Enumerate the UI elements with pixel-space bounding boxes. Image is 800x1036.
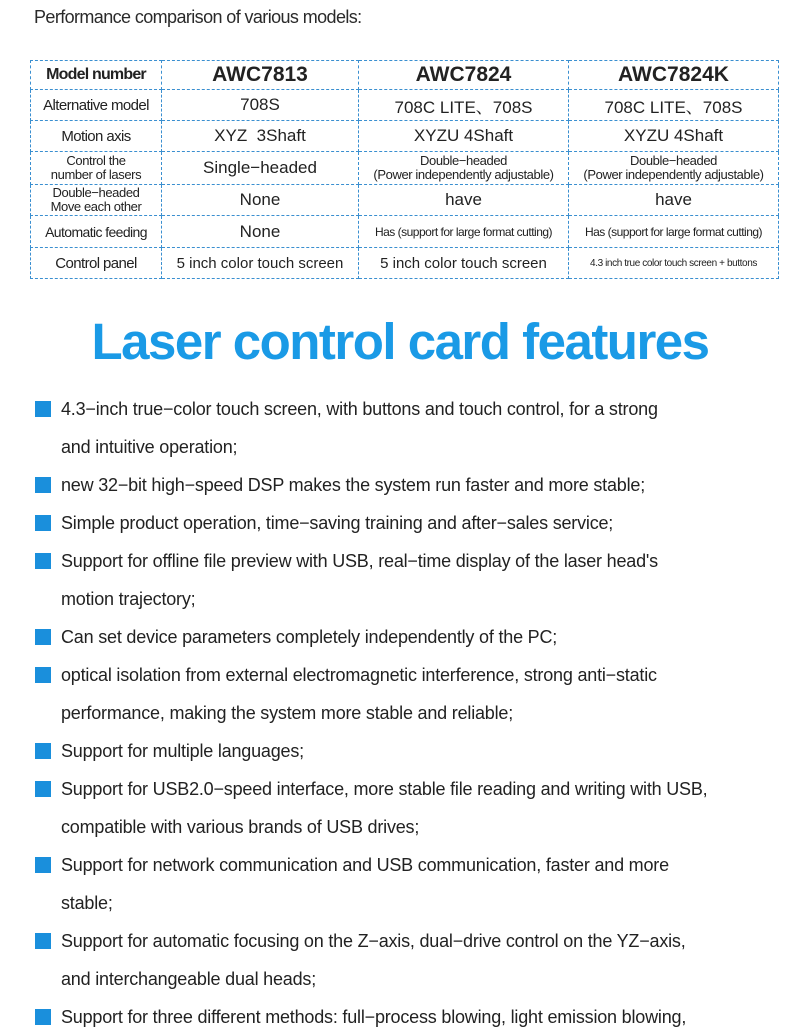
row-label-text: Automatic feeding bbox=[45, 223, 147, 240]
feature-text: stable; bbox=[61, 893, 113, 913]
square-bullet-icon bbox=[35, 515, 51, 531]
feature-text: Can set device parameters completely independently of the PC; bbox=[61, 627, 558, 647]
row-label-text: Motion axis bbox=[61, 127, 131, 145]
row-label bbox=[31, 248, 162, 279]
row-label bbox=[31, 216, 162, 248]
table-cell bbox=[162, 121, 359, 152]
row-label bbox=[31, 185, 162, 216]
table-row bbox=[31, 152, 779, 185]
square-bullet-icon bbox=[35, 857, 51, 873]
intro-text: Performance comparison of various models: bbox=[34, 7, 362, 27]
header-cell-awc7824k: AWC7824K bbox=[569, 61, 779, 90]
square-bullet-icon bbox=[35, 401, 51, 417]
feature-text: Support for automatic focusing on the Z−axis, dual−drive control on the YZ−axis, bbox=[61, 931, 686, 951]
list-item bbox=[35, 542, 795, 618]
square-bullet-icon bbox=[35, 667, 51, 683]
list-item bbox=[35, 504, 795, 542]
list-item bbox=[35, 770, 795, 846]
cell-text: Single−headed bbox=[203, 158, 317, 177]
cell-text: have bbox=[655, 190, 692, 209]
list-item bbox=[35, 732, 795, 770]
header-cell-awc7824: AWC7824 bbox=[359, 61, 569, 90]
square-bullet-icon bbox=[35, 629, 51, 645]
table-cell bbox=[569, 152, 779, 185]
square-bullet-icon bbox=[35, 553, 51, 569]
cell-text: XYZU 4Shaft bbox=[623, 126, 724, 145]
table-cell bbox=[162, 185, 359, 216]
table-cell bbox=[162, 152, 359, 185]
row-label-text: Control the bbox=[66, 153, 126, 168]
feature-text: Support for three different methods: full−process blowing, light emission blowing, bbox=[61, 1007, 687, 1027]
row-label-text: number of lasers bbox=[50, 167, 142, 182]
table-cell bbox=[359, 152, 569, 185]
feature-text: Support for USB2.0−speed interface, more stable file reading and writing with USB, bbox=[61, 779, 708, 799]
cell-text: 5 inch color touch screen bbox=[380, 254, 547, 272]
list-item bbox=[35, 390, 795, 466]
row-label bbox=[31, 121, 162, 152]
cell-text: Has (support for large format cutting) bbox=[584, 224, 763, 239]
row-label-text: Double−headed bbox=[52, 185, 140, 200]
feature-text: performance, making the system more stable and reliable; bbox=[61, 703, 514, 723]
feature-text: Support for multiple languages; bbox=[61, 741, 304, 761]
feature-text: and intuitive operation; bbox=[61, 437, 238, 457]
cell-text: Double−headed bbox=[630, 153, 717, 168]
cell-text: Double−headed bbox=[420, 153, 507, 168]
feature-text: and interchangeable dual heads; bbox=[61, 969, 317, 989]
cell-text: None bbox=[239, 221, 281, 241]
list-item bbox=[35, 466, 795, 504]
table-row bbox=[31, 216, 779, 248]
cell-text: 708C LITE、708S bbox=[394, 97, 533, 117]
table-cell bbox=[359, 90, 569, 121]
feature-text: compatible with various brands of USB drives; bbox=[61, 817, 420, 837]
feature-text: Simple product operation, time−saving training and after−sales service; bbox=[61, 513, 614, 533]
feature-text: Support for offline file preview with USB, real−time display of the laser head's bbox=[61, 551, 658, 571]
cell-text: 5 inch color touch screen bbox=[176, 254, 344, 272]
table-cell bbox=[359, 185, 569, 216]
cell-text: 708C LITE、708S bbox=[604, 97, 743, 117]
feature-text: Support for network communication and USB communication, faster and more bbox=[61, 855, 669, 875]
square-bullet-icon bbox=[35, 933, 51, 949]
table-cell bbox=[162, 248, 359, 279]
table-cell bbox=[569, 121, 779, 152]
cell-text: have bbox=[445, 190, 482, 209]
table-cell bbox=[569, 248, 779, 279]
row-label bbox=[31, 152, 162, 185]
cell-text: Has (support for large format cutting) bbox=[374, 224, 553, 239]
feature-text: motion trajectory; bbox=[61, 589, 196, 609]
table-cell bbox=[359, 216, 569, 248]
feature-text: 4.3−inch true−color touch screen, with buttons and touch control, for a strong bbox=[61, 399, 658, 419]
section-heading: Laser control card features bbox=[91, 313, 709, 370]
square-bullet-icon bbox=[35, 781, 51, 797]
list-item bbox=[35, 656, 795, 732]
features-list bbox=[35, 390, 795, 1036]
row-label-text: Move each other bbox=[50, 199, 142, 214]
list-item bbox=[35, 618, 795, 656]
square-bullet-icon bbox=[35, 477, 51, 493]
cell-text: 708S bbox=[240, 95, 280, 114]
table-cell bbox=[359, 121, 569, 152]
cell-text: XYZ 3Shaft bbox=[214, 126, 306, 145]
table-cell bbox=[162, 90, 359, 121]
row-label-text: Alternative model bbox=[43, 96, 149, 114]
table-cell bbox=[569, 216, 779, 248]
table-row bbox=[31, 121, 779, 152]
header-cell-model-number: Model number bbox=[31, 61, 162, 90]
list-item bbox=[35, 846, 795, 922]
cell-text: None bbox=[239, 190, 281, 209]
square-bullet-icon bbox=[35, 743, 51, 759]
square-bullet-icon bbox=[35, 1009, 51, 1025]
table-cell bbox=[569, 185, 779, 216]
list-item bbox=[35, 922, 795, 998]
header-cell-awc7813: AWC7813 bbox=[162, 61, 359, 90]
table-row bbox=[31, 90, 779, 121]
cell-text: XYZU 4Shaft bbox=[413, 126, 514, 145]
table-row bbox=[31, 248, 779, 279]
table-cell bbox=[569, 90, 779, 121]
cell-text: (Power independently adjustable) bbox=[583, 167, 764, 182]
table-row bbox=[31, 185, 779, 216]
table-cell bbox=[359, 248, 569, 279]
feature-text: new 32−bit high−speed DSP makes the system run faster and more stable; bbox=[61, 475, 645, 495]
table-header-row bbox=[31, 61, 779, 90]
comparison-table bbox=[30, 60, 779, 279]
row-label bbox=[31, 90, 162, 121]
feature-text: optical isolation from external electromagnetic interference, strong anti−static bbox=[61, 665, 657, 685]
row-label-text: Control panel bbox=[55, 254, 137, 272]
list-item bbox=[35, 998, 795, 1036]
comparison-table-container bbox=[30, 60, 778, 279]
cell-text: (Power independently adjustable) bbox=[373, 167, 554, 182]
table-cell bbox=[162, 216, 359, 248]
cell-text: 4.3 inch true color touch screen + buttons bbox=[590, 257, 757, 269]
